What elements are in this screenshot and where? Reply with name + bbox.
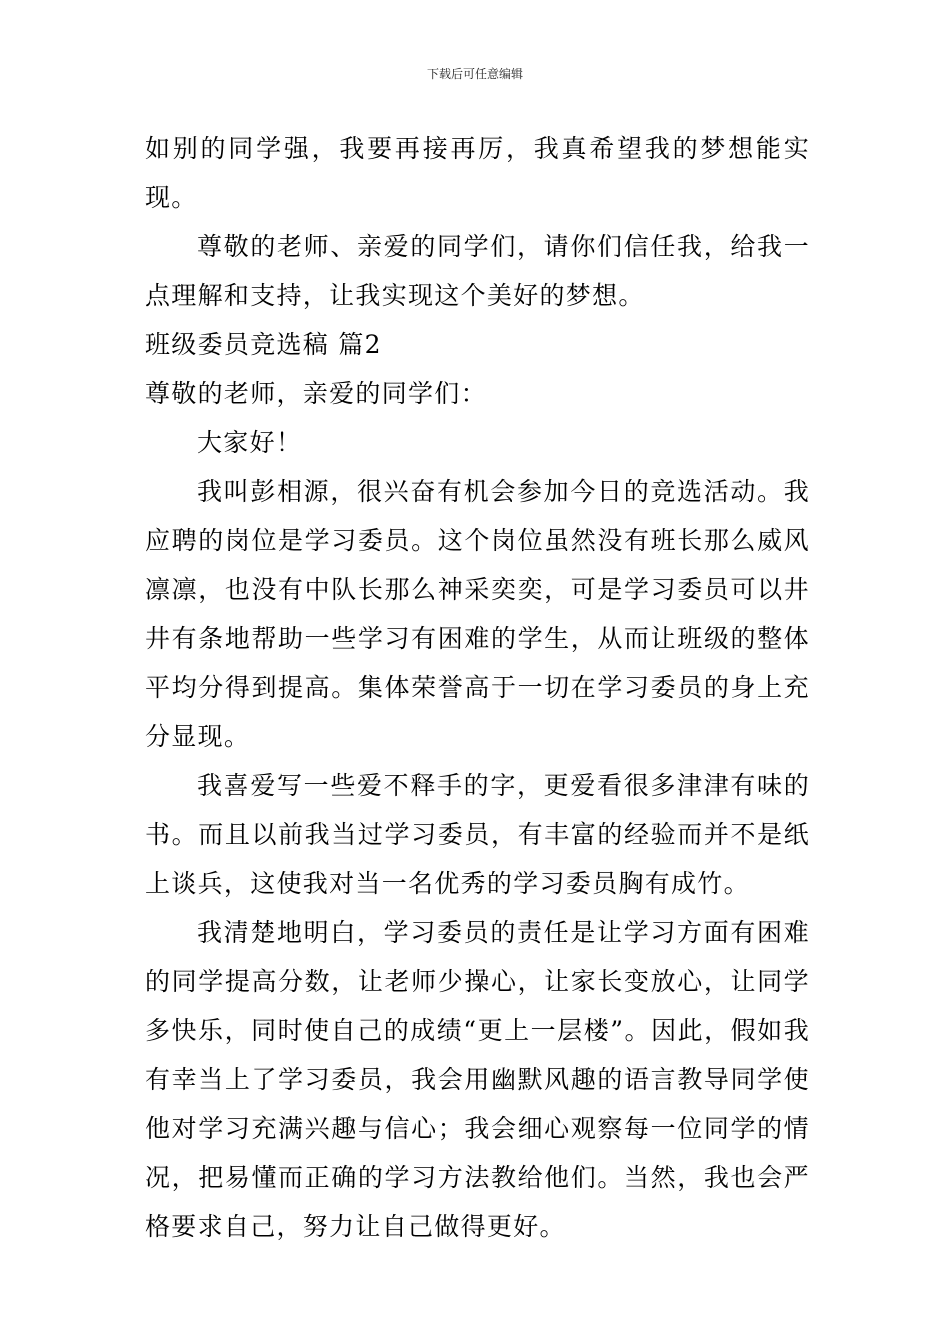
- paragraph-closing-appeal: 尊敬的老师、亲爱的同学们，请你们信任我，给我一点理解和支持，让我实现这个美好的梦想。: [145, 232, 810, 310]
- document-body: [145, 124, 810, 1251]
- salutation: 尊敬的老师，亲爱的同学们：: [145, 379, 487, 408]
- paragraph-responsibility: 我清楚地明白，学习委员的责任是让学习方面有困难的同学提高分数，让老师少操心，让家长变放心，让同学多快乐，同时使自己的成绩“更上一层楼”。因此，假如我有幸当上了学习委员，我会用幽默风趣的语言教导同学使他对学习充满兴趣与信心；我会细心观察每一位同学的情况，把易懂而正确的学习方法教给他们。当然，我也会严格要求自己，努力让自己做得更好。: [145, 918, 810, 1241]
- paragraph-continuation: 如别的同学强，我要再接再厉，我真希望我的梦想能实现。: [145, 134, 810, 212]
- paragraph-experience: 我喜爱写一些爱不释手的字，更爱看很多津津有味的书。而且以前我当过学习委员，有丰富的经验而并不是纸上谈兵，这使我对当一名优秀的学习委员胸有成竹。: [145, 771, 810, 898]
- section-heading: 班级委员竞选稿 篇2: [145, 330, 382, 359]
- page-header-note: 下载后可任意编辑: [426, 67, 523, 81]
- greeting: 大家好！: [197, 428, 303, 457]
- paragraph-introduction: 我叫彭相源，很兴奋有机会参加今日的竞选活动。我应聘的岗位是学习委员。这个岗位虽然没有班长那么威风凛凛，也没有中队长那么神采奕奕，可是学习委员可以井井有条地帮助一些学习有困难的学生，从而让班级的整体平均分得到提高。集体荣誉高于一切在学习委员的身上充分显现。: [145, 477, 810, 751]
